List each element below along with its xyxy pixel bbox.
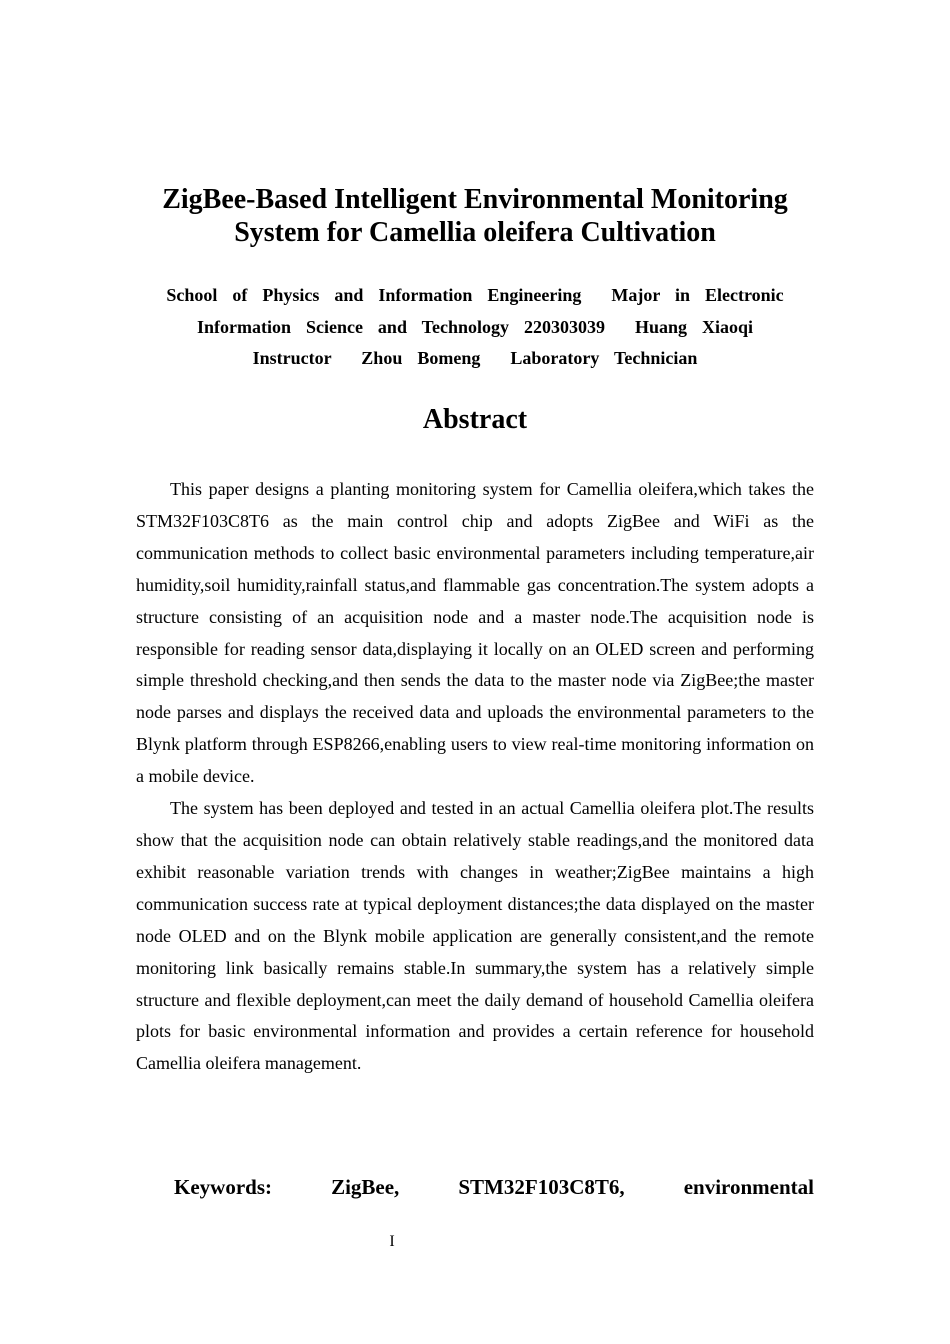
keyword-item: ZigBee, [331,1175,400,1199]
keyword-item: environmental [683,1175,814,1199]
keywords-line [136,1172,814,1202]
paper-title-line-1: ZigBee-Based Intelligent Environmental Monitoring [162,184,788,215]
paper-title-line-2: System for Camellia oleifera Cultivation [234,217,716,248]
author-info-line-1: School of Physics and Information Engineering Major in Electronic [166,285,784,305]
author-info-line-3: Instructor Zhou Bomeng Laboratory Technician [252,348,698,368]
keyword-item: STM32F103C8T6, [458,1175,625,1199]
abstract-paragraph-1: This paper designs a planting monitoring system for Camellia oleifera,which takes the STM32F103C8T6 as the main control chip and adopts ZigBee and WiFi as the communication methods to collect basic environmental parameters including temperature,air humidity,soil humidity,rainfall status,and flammable gas concentration.The system adopts a structure consisting of an acquisition node and a master node.The acquisition node is responsible for reading sensor data,displaying it locally on an OLED screen and performing simple threshold checking,and then sends the data to the master node via ZigBee;the master node parses and displays the received data and uploads the environmental parameters to the Blynk platform through ESP8266,enabling users to view real-time monitoring information on a mobile device. [136,479,814,787]
abstract-paragraph-2: The system has been deployed and tested in an actual Camellia oleifera plot.The results show that the acquisition node can obtain relatively stable readings,and the monitored data exhibit reasonable variation trends with changes in weather;ZigBee maintains a high communication success rate at typical deployment distances;the data displayed on the master node OLED and on the Blynk mobile application are generally consistent,and the remote monitoring link basically remains stable.In summary,the system has a relatively simple structure and flexible deployment,can meet the daily demand of household Camellia oleifera plots for basic environmental information and provides a certain reference for household Camellia oleifera management. [136,798,814,1074]
page-number: I [389,1233,395,1250]
keywords-label: Keywords: [174,1175,272,1199]
abstract-body [136,474,814,1080]
author-info-line-2: Information Science and Technology 220303039 Huang Xiaoqi [196,316,754,337]
abstract-heading: Abstract [422,404,528,435]
author-info [130,280,820,375]
paper-title [100,183,850,249]
